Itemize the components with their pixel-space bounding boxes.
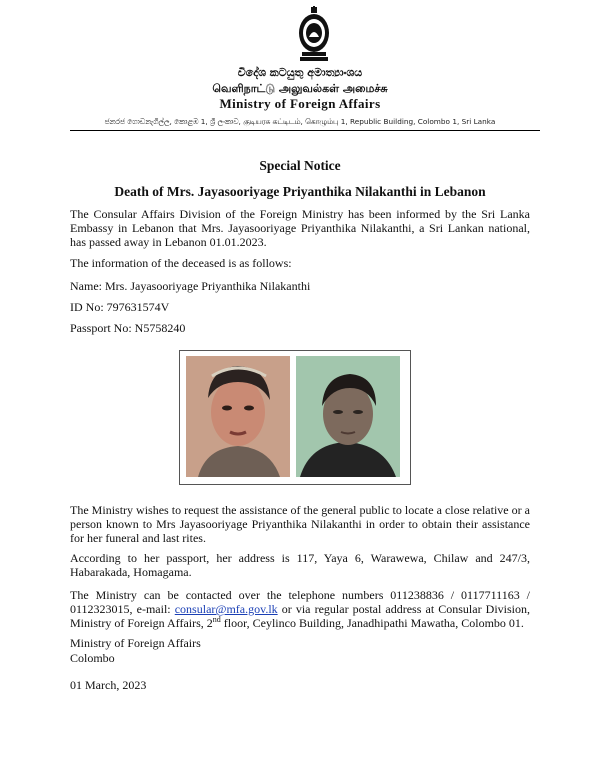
national-emblem-icon [296, 6, 332, 62]
notice-date: 01 March, 2023 [70, 678, 147, 692]
letterhead-address: ජනරජ ගොඩනැගිල්ල, කොළඹ 1, ශ්‍රී ලංකාව, குடியரசு கட்டிடம், கொழும்பு 1, Republic Building, Colombo 1, Sri Lanka [104, 117, 496, 126]
letterhead-tamil-title: வெளிநாட்டு அலுவல்கள் அமைச்சு [212, 82, 388, 95]
notice-title: Death of Mrs. Jayasooriyage Priyanthika Nilakanthi in Lebanon [114, 184, 486, 199]
letterhead-sinhala-title: විදේශ කටයුතු අමාත්‍යාංශය [237, 66, 363, 79]
contact-text-start: The Ministry can be contacted over the telephone numbers 011238836 / 0117711163 / 0112323015, e-mail: [70, 588, 530, 616]
signoff-block [70, 636, 530, 666]
deceased-photo-1 [186, 356, 290, 477]
request-paragraph: The Ministry wishes to request the assistance of the general public to locate a close relative or a person known to Mrs Jayasooriyage Priyanthika Nilakanthi in order to obtain their assistance for her funeral and last rites. [70, 503, 530, 545]
photo-frame [179, 350, 411, 485]
floor-ordinal: nd [212, 615, 221, 624]
notice-label: Special Notice [259, 158, 341, 173]
deceased-name: Name: Mrs. Jayasooriyage Priyanthika Nilakanthi [70, 279, 311, 293]
signoff-city: Colombo [70, 651, 115, 665]
contact-paragraph [70, 588, 530, 630]
deceased-id: ID No: 797631574V [70, 300, 170, 314]
info-intro: The information of the deceased is as follows: [70, 256, 292, 270]
email-link[interactable]: consular@mfa.gov.lk [174, 602, 278, 616]
letterhead-divider [70, 130, 540, 131]
contact-text-end: floor, Ceylinco Building, Janadhipathi Mawatha, Colombo 01. [220, 616, 524, 630]
letterhead-english-title: Ministry of Foreign Affairs [219, 96, 381, 111]
intro-paragraph: The Consular Affairs Division of the Foreign Ministry has been informed by the Sri Lanka Embassy in Lebanon that Mrs. Jayasooriyage Priyanthika Nilakanthi, a Sri Lankan national, has passed away in Lebanon 01.01.2023. [70, 207, 530, 249]
deceased-photo-2 [296, 356, 400, 477]
contact-text-mid: or via regular postal address at Consular Division, Ministry of Foreign Affairs, 2 [70, 602, 530, 630]
address-paragraph: According to her passport, her address is 117, Yaya 6, Warawewa, Chilaw and 247/3, Habarakada, Homagama. [70, 551, 530, 579]
signoff-organization: Ministry of Foreign Affairs [70, 636, 201, 650]
deceased-passport: Passport No: N5758240 [70, 321, 186, 335]
